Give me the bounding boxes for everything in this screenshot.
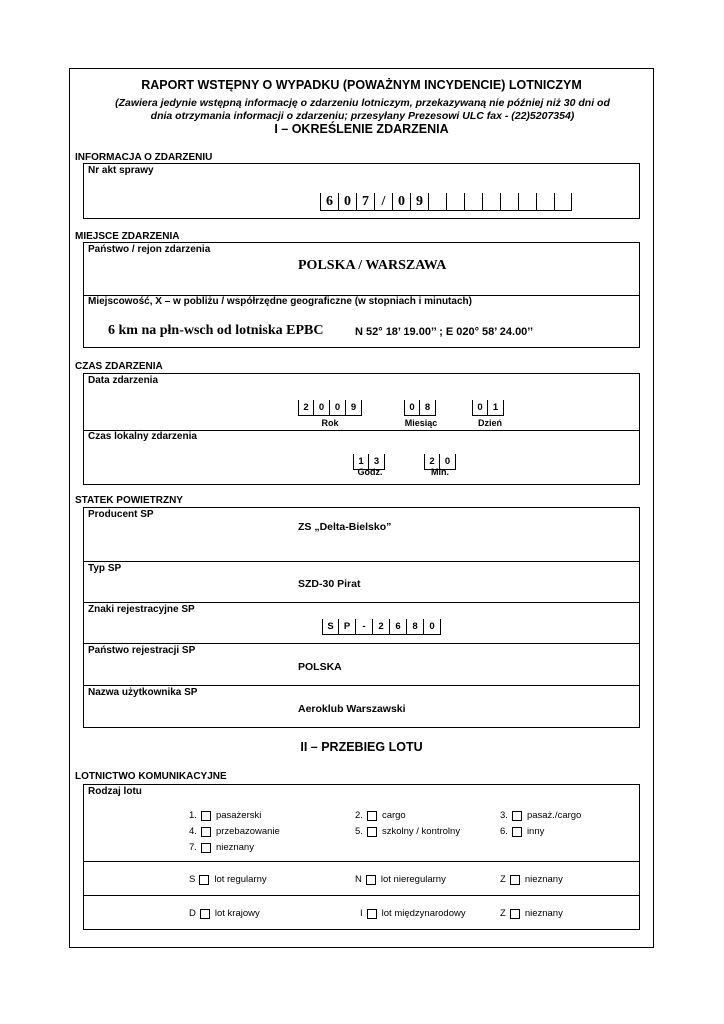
option-letter: D: [189, 908, 196, 919]
option-label: nieznany: [215, 842, 254, 853]
registration-country-label: Państwo rejestracji SP: [88, 645, 196, 656]
case-number-cell: [518, 193, 536, 211]
case-number-cell: [464, 193, 482, 211]
case-number-label: Nr akt sprawy: [88, 165, 154, 176]
day-digit: 1: [488, 400, 504, 416]
option-label: przebazowanie: [215, 826, 280, 837]
divider: [83, 861, 640, 862]
checkbox-icon[interactable]: [201, 811, 211, 821]
option-label: cargo: [381, 810, 406, 821]
case-number-cell: [500, 193, 518, 211]
divider: [83, 561, 640, 562]
option-pasaz-cargo[interactable]: [500, 810, 581, 821]
month-cells[interactable]: [404, 400, 436, 416]
option-nieznany[interactable]: [189, 842, 254, 853]
checkbox-icon[interactable]: [510, 875, 520, 885]
checkbox-icon[interactable]: [366, 875, 376, 885]
registration-char: 2: [373, 619, 390, 635]
option-szkolny[interactable]: [355, 826, 460, 837]
flight-type-label: Rodzaj lotu: [88, 786, 142, 797]
option-number: 2.: [355, 810, 363, 821]
case-number-cell: 7: [356, 193, 374, 211]
option-inny[interactable]: [500, 826, 544, 837]
registration-country-value[interactable]: POLSKA: [298, 661, 342, 673]
option-lot-nieregularny[interactable]: [355, 874, 446, 885]
section-title-1: I – OKREŚLENIE ZDARZENIA: [274, 122, 449, 136]
locality-label: Miejscowość, X – w pobliżu / współrzędne geograficzne (w stopniach i minutach): [88, 296, 472, 307]
country-region-value[interactable]: POLSKA / WARSZAWA: [298, 258, 447, 273]
locality-value[interactable]: 6 km na płn-wsch od lotniska EPBC: [108, 323, 324, 338]
option-przebazowanie[interactable]: [189, 826, 280, 837]
checkbox-icon[interactable]: [512, 827, 522, 837]
checkbox-icon[interactable]: [367, 811, 377, 821]
option-label: lot regularny: [214, 874, 267, 885]
option-letter: N: [355, 874, 362, 885]
option-lot-krajowy[interactable]: [189, 908, 260, 919]
option-cargo[interactable]: [355, 810, 406, 821]
checkbox-icon[interactable]: [367, 909, 377, 919]
case-number-cell: 9: [410, 193, 428, 211]
checkbox-icon[interactable]: [512, 811, 522, 821]
local-time-label: Czas lokalny zdarzenia: [88, 431, 197, 442]
option-reg-nieznany[interactable]: [500, 874, 563, 885]
option-number: 3.: [500, 810, 508, 821]
case-number-cell: 6: [320, 193, 338, 211]
hour-digit: 3: [369, 454, 385, 470]
option-number: 4.: [189, 826, 197, 837]
option-label: pasażerski: [215, 810, 262, 821]
day-cells[interactable]: [472, 400, 504, 416]
option-label: lot międzynarodowy: [381, 908, 466, 919]
year-digit: 0: [314, 400, 330, 416]
year-caption: Rok: [321, 418, 339, 428]
checkbox-icon[interactable]: [510, 909, 520, 919]
hour-digit: 1: [353, 454, 369, 470]
option-pasazerski[interactable]: [189, 810, 261, 821]
option-label: szkolny / kontrolny: [381, 826, 461, 837]
heading-informacja: INFORMACJA O ZDARZENIU: [75, 152, 213, 163]
option-label: nieznany: [524, 908, 563, 919]
option-label: lot krajowy: [214, 908, 260, 919]
heading-miejsce: MIEJSCE ZDARZENIA: [75, 231, 180, 242]
option-label: inny: [526, 826, 545, 837]
registration-char: 6: [390, 619, 407, 635]
hour-caption: Godz.: [357, 467, 383, 477]
report-title: RAPORT WSTĘPNY O WYPADKU (POWAŻNYM INCYDENCIE) LOTNICZYM: [141, 78, 582, 92]
month-caption: Miesiąc: [404, 418, 438, 428]
minute-digit: 2: [424, 454, 440, 470]
manufacturer-label: Producent SP: [88, 509, 154, 520]
case-number-cell: /: [374, 193, 392, 211]
checkbox-icon[interactable]: [201, 843, 211, 853]
case-number-cell: [446, 193, 464, 211]
divider: [83, 643, 640, 644]
divider: [83, 685, 640, 686]
month-digit: 0: [404, 400, 420, 416]
option-letter: I: [360, 908, 363, 919]
coordinates-value[interactable]: N 52° 18’ 19.00’’ ; E 020° 58’ 24.00’’: [355, 326, 534, 338]
registration-char: 8: [407, 619, 424, 635]
option-number: 5.: [355, 826, 363, 837]
day-caption: Dzień: [477, 418, 502, 428]
option-letter: S: [189, 874, 196, 885]
registration-char: P: [339, 619, 356, 635]
year-digit: 2: [298, 400, 314, 416]
case-number-cells[interactable]: [320, 193, 572, 211]
case-number-cell: 0: [392, 193, 410, 211]
operator-label: Nazwa użytkownika SP: [88, 687, 198, 698]
heading-czas: CZAS ZDARZENIA: [75, 361, 163, 372]
case-number-cell: 0: [338, 193, 356, 211]
month-digit: 8: [420, 400, 436, 416]
year-cells[interactable]: [298, 400, 362, 416]
case-number-cell: [536, 193, 554, 211]
day-digit: 0: [472, 400, 488, 416]
option-label: pasaż./cargo: [526, 810, 582, 821]
minute-caption: Min.: [431, 467, 449, 477]
option-kraj-nieznany[interactable]: [500, 908, 563, 919]
year-digit: 9: [346, 400, 362, 416]
option-letter: Z: [500, 908, 506, 919]
option-label: nieznany: [524, 874, 563, 885]
registration-cells[interactable]: [322, 619, 441, 635]
checkbox-icon[interactable]: [199, 875, 209, 885]
checkbox-icon[interactable]: [367, 827, 377, 837]
option-lot-regularny[interactable]: [189, 874, 267, 885]
registration-label: Znaki rejestracyjne SP: [88, 604, 195, 615]
registration-char: 0: [424, 619, 441, 635]
heading-lotnictwo: LOTNICTWO KOMUNIKACYJNE: [75, 771, 227, 782]
country-region-label: Państwo / rejon zdarzenia: [88, 244, 211, 255]
registration-char: -: [356, 619, 373, 635]
option-number: 7.: [189, 842, 197, 853]
option-lot-miedzynarodowy[interactable]: [360, 908, 466, 919]
report-subtitle-line1: (Zawiera jedynie wstępną informację o zdarzeniu lotniczym, przekazywaną nie później niż 30 dni od: [115, 97, 610, 109]
date-label: Data zdarzenia: [88, 375, 159, 386]
option-label: lot nieregularny: [380, 874, 446, 885]
option-letter: Z: [500, 874, 506, 885]
checkbox-icon[interactable]: [200, 909, 210, 919]
divider: [83, 602, 640, 603]
case-number-cell: [554, 193, 572, 211]
case-number-cell: [428, 193, 446, 211]
type-label: Typ SP: [88, 563, 122, 574]
divider: [83, 895, 640, 896]
type-value[interactable]: SZD-30 Pirat: [298, 578, 361, 590]
operator-value[interactable]: Aeroklub Warszawski: [298, 703, 406, 715]
case-number-cell: [482, 193, 500, 211]
minute-digit: 0: [440, 454, 456, 470]
registration-char: S: [322, 619, 339, 635]
section-title-2: II – PRZEBIEG LOTU: [300, 740, 423, 754]
report-subtitle-line2: dnia otrzymania informacji o zdarzeniu; przesyłany Prezesowi ULC fax - (22)5207354): [150, 110, 575, 122]
option-number: 6.: [500, 826, 508, 837]
option-number: 1.: [189, 810, 197, 821]
heading-statek: STATEK POWIETRZNY: [75, 495, 183, 506]
year-digit: 0: [330, 400, 346, 416]
checkbox-icon[interactable]: [201, 827, 211, 837]
manufacturer-value[interactable]: ZS „Delta-Bielsko”: [298, 521, 392, 533]
